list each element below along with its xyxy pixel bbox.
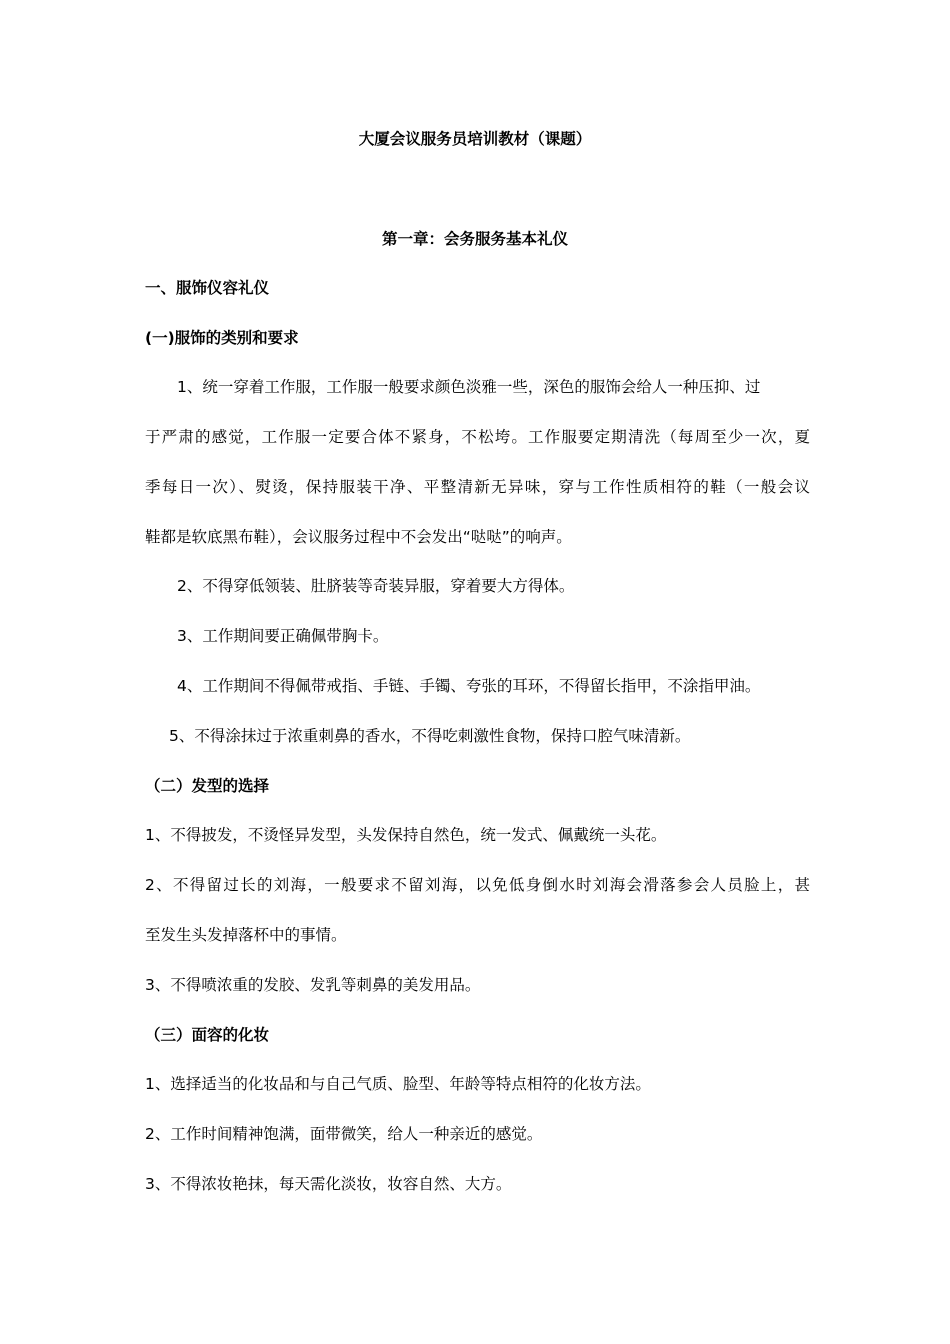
list-item: 1、不得披发，不烫怪异发型，头发保持自然色，统一发式、佩戴统一头花。 bbox=[145, 826, 667, 844]
subsection-heading-makeup: （三）面容的化妆 bbox=[145, 1026, 270, 1044]
list-item: 3、工作期间要正确佩带胸卡。 bbox=[177, 627, 389, 645]
paragraph-line: 季每日一次）、熨烫，保持服装干净、平整清新无异味，穿与工作性质相符的鞋（一般会议 bbox=[145, 478, 810, 496]
paragraph-line: 鞋都是软底黑布鞋），会议服务过程中不会发出“哒哒”的响声。 bbox=[145, 528, 572, 546]
list-item: 3、不得喷浓重的发胶、发乳等刺鼻的美发用品。 bbox=[145, 976, 481, 994]
subsection-heading-clothing: (一)服饰的类别和要求 bbox=[145, 329, 299, 347]
list-item: 2、不得穿低领装、肚脐装等奇装异服，穿着要大方得体。 bbox=[177, 577, 575, 595]
list-item: 5、不得涂抹过于浓重刺鼻的香水，不得吃刺激性食物，保持口腔气味清新。 bbox=[169, 727, 691, 745]
chapter-heading: 第一章：会务服务基本礼仪 bbox=[381, 230, 568, 248]
paragraph-line: 1、统一穿着工作服，工作服一般要求颜色淡雅一些，深色的服饰会给人一种压抑、过 bbox=[177, 378, 761, 396]
section-heading: 一、服饰仪容礼仪 bbox=[145, 279, 270, 297]
list-item: 4、工作期间不得佩带戒指、手链、手镯、夸张的耳环，不得留长指甲，不涂指甲油。 bbox=[177, 677, 761, 695]
paragraph-line: 至发生头发掉落杯中的事情。 bbox=[145, 926, 347, 944]
paragraph-line: 于严肃的感觉，工作服一定要合体不紧身，不松垮。工作服要定期清洗（每周至少一次，夏 bbox=[145, 428, 810, 446]
list-item: 2、工作时间精神饱满，面带微笑，给人一种亲近的感觉。 bbox=[145, 1125, 543, 1143]
subsection-heading-hairstyle: （二）发型的选择 bbox=[145, 777, 270, 795]
paragraph-line: 2、不得留过长的刘海，一般要求不留刘海，以免低身倒水时刘海会滑落参会人员脸上，甚 bbox=[145, 876, 810, 894]
document-title: 大厦会议服务员培训教材（课题） bbox=[358, 130, 592, 148]
list-item: 1、选择适当的化妆品和与自己气质、脸型、年龄等特点相符的化妆方法。 bbox=[145, 1075, 651, 1093]
list-item: 3、不得浓妆艳抹，每天需化淡妆，妆容自然、大方。 bbox=[145, 1175, 512, 1193]
